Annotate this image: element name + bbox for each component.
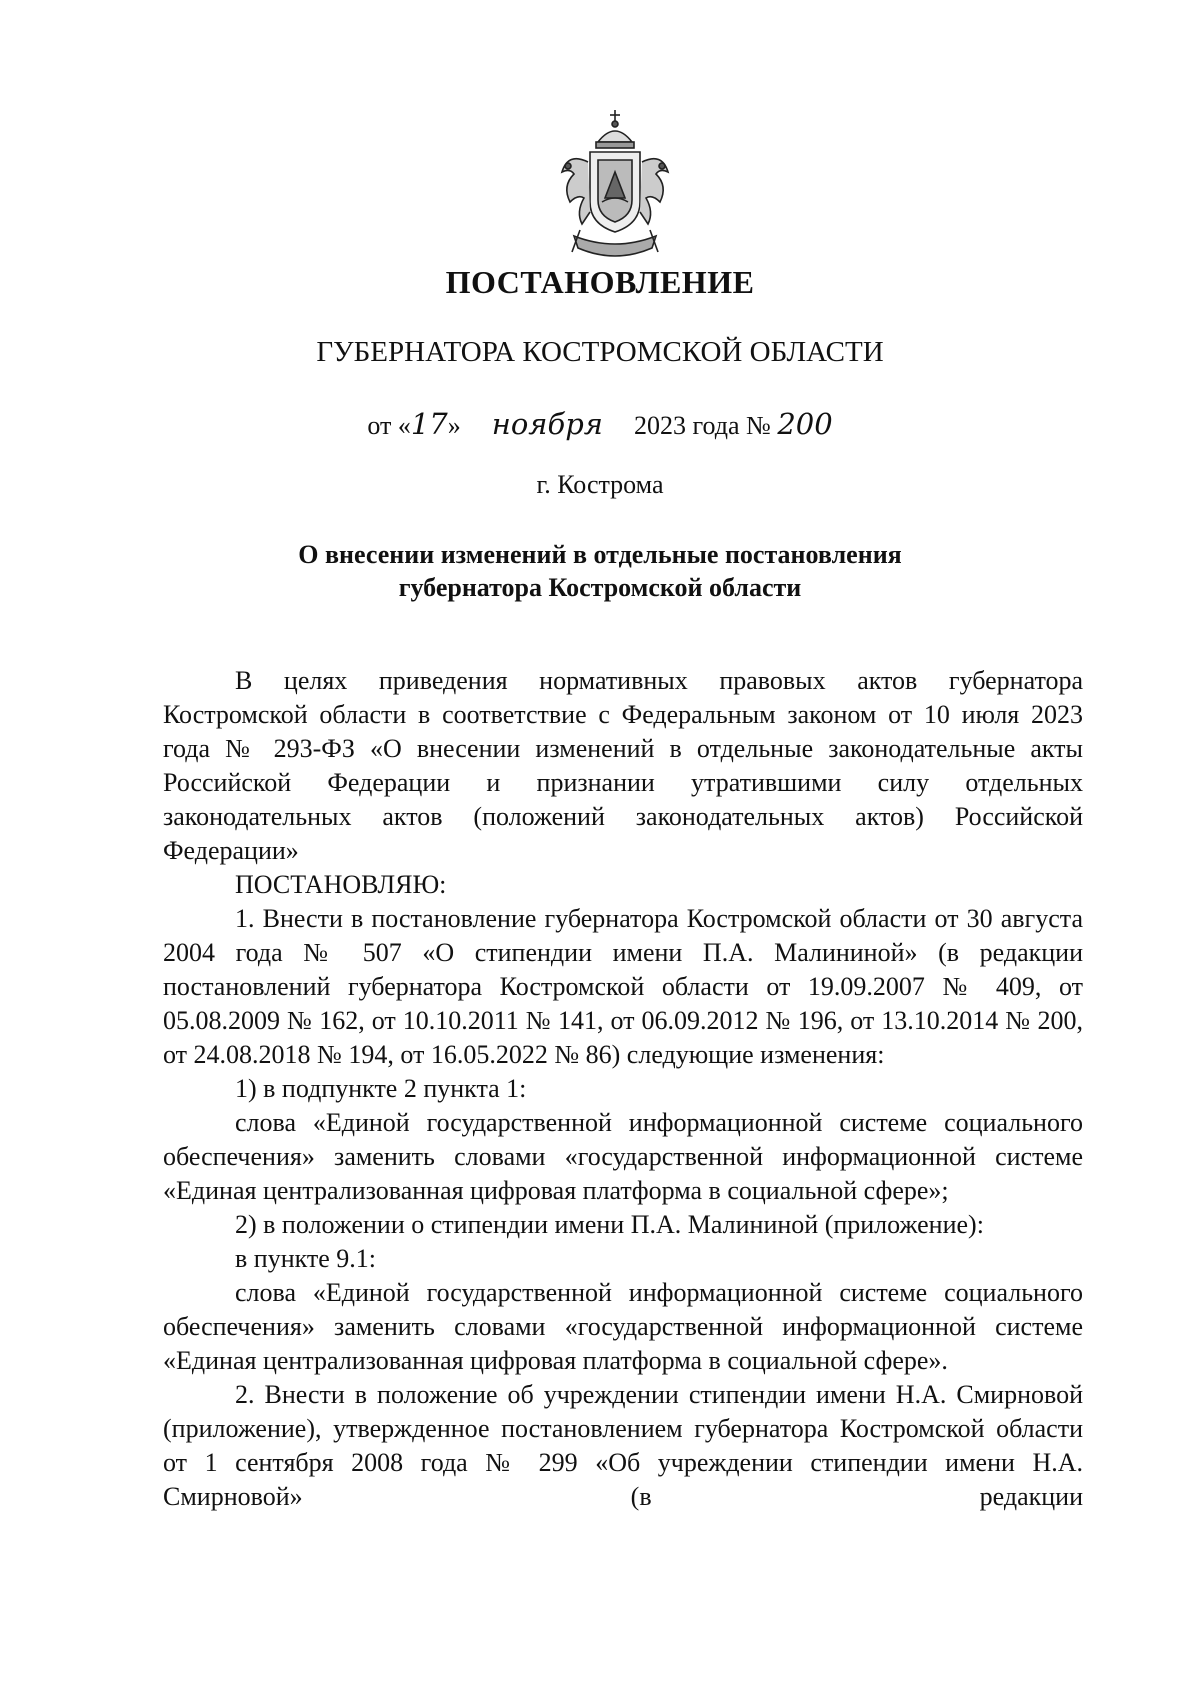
resolution-heading: ПОСТАНОВЛЯЮ: <box>235 870 447 899</box>
handwritten-month: ноября <box>491 407 603 441</box>
subject-line-2: губернатора Костромской области <box>398 573 802 602</box>
date-mid: » <box>447 411 461 440</box>
place-of-issue: г. Кострома <box>536 470 664 499</box>
point-9-1-paragraph: в пункте 9.1: <box>235 1244 377 1273</box>
replacement-text-paragraph: слова «Единой государственной информационной системе социального обеспечения» заменить словами «государственной информационной системе «Единая централизованная цифровая платформа в социальной сфере»; <box>163 1108 1083 1205</box>
date-line <box>0 407 1200 441</box>
document-body <box>163 664 1083 1514</box>
subclause-1-paragraph: 1) в подпункте 2 пункта 1: <box>235 1074 527 1103</box>
subject-line-1: О внесении изменений в отдельные постановления <box>298 540 902 569</box>
date-year: 2023 года № <box>633 411 771 440</box>
clause-1-paragraph: 1. Внести в постановление губернатора Костромской области от 30 августа 2004 года № 507 «О стипендии имени П.А. Малининой» (в редакции постановлений губернатора Костромской области от 19.09.2007 № 409, от 05.08.2009 № 162, от 10.10.2011 № 141, от 06.09.2012 № 196, от 13.10.2014 № 200, от 24.08.2018 № 194, от 16.05.2022 № 86) следующие изменения: <box>163 904 1083 1069</box>
document-subject <box>0 538 1200 604</box>
handwritten-day: 17 <box>410 407 448 441</box>
subclause-2-paragraph: 2) в положении о стипендии имени П.А. Малининой (приложение): <box>235 1210 984 1239</box>
preamble-paragraph: В целях приведения нормативных правовых актов губернатора Костромской области в соответствие с Федеральным законом от 10 июля 2023 года № 293-ФЗ «О внесении изменений в отдельные законодательные акты Российской Федерации и признании утратившими силу отдельных законодательных актов (положений законодательных актов) Российской Федерации» <box>163 666 1083 865</box>
replacement-text-paragraph: слова «Единой государственной информационной системе социального обеспечения» заменить словами «государственной информационной системе «Единая централизованная цифровая платформа в социальной сфере». <box>163 1278 1083 1375</box>
handwritten-doc-number: 200 <box>777 407 833 441</box>
document-type-title: ПОСТАНОВЛЕНИЕ <box>445 264 755 300</box>
coat-of-arms-icon <box>540 102 690 270</box>
issuer-title: ГУБЕРНАТОРА КОСТРОМСКОЙ ОБЛАСТИ <box>316 336 884 368</box>
clause-2-paragraph: 2. Внести в положение об учреждении стипендии имени Н.А. Смирновой (приложение), утвержденное постановлением губернатора Костромской области от 1 сентября 2008 года № 299 «Об учреждении стипендии имени Н.А. Смирновой» (в редакции <box>163 1380 1083 1511</box>
date-prefix: от « <box>367 411 411 440</box>
